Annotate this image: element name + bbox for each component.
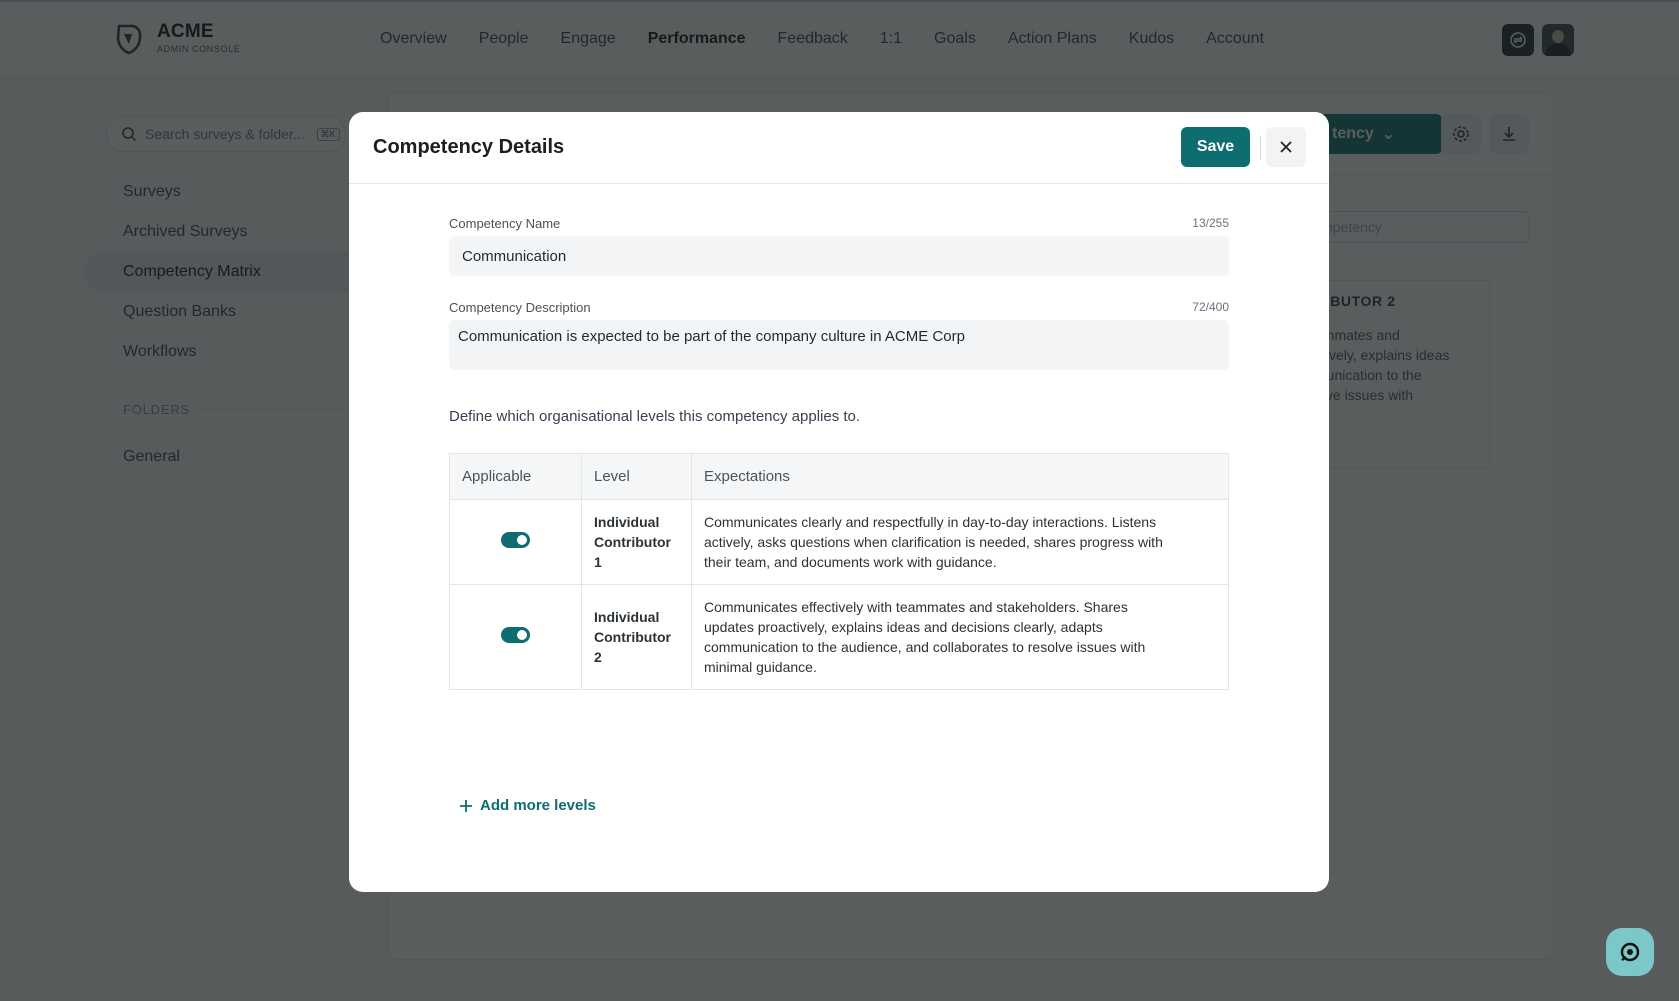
add-more-levels-button[interactable] <box>459 797 596 814</box>
competency-name-input[interactable]: Communication <box>449 236 1229 276</box>
plus-icon <box>459 799 473 813</box>
competency-description-label: Competency Description <box>449 300 591 315</box>
header-divider <box>1260 136 1261 160</box>
modal-header <box>349 112 1329 184</box>
chat-button[interactable] <box>1606 928 1654 976</box>
close-button[interactable] <box>1266 127 1306 167</box>
add-more-levels-label: Add more levels <box>480 797 596 814</box>
competency-name-count: 13/255 <box>1192 216 1229 230</box>
header-level: Level <box>582 454 692 500</box>
table-row <box>450 500 1229 585</box>
levels-help-text: Define which organisational levels this competency applies to. <box>449 408 861 425</box>
competency-description-count: 72/400 <box>1192 300 1229 314</box>
applicable-cell <box>450 500 582 585</box>
modal-title: Competency Details <box>373 136 565 158</box>
competency-name-label: Competency Name <box>449 216 561 231</box>
level-cell: Individual Contributor 2 <box>582 585 692 690</box>
applicable-toggle[interactable] <box>501 532 530 548</box>
expectations-cell[interactable]: Communicates effectively with teammates and stakeholders. Shares updates proactively, explains ideas and decisions clearly, adapts communication to the audience, and collaborates to resolve issues with minimal guidance. <box>692 585 1229 690</box>
applicable-cell <box>450 585 582 690</box>
level-cell: Individual Contributor 1 <box>582 500 692 585</box>
save-button[interactable]: Save <box>1181 127 1250 167</box>
table-header-row <box>450 454 1229 500</box>
header-expectations: Expectations <box>692 454 1229 500</box>
table-row <box>450 585 1229 690</box>
applicable-toggle[interactable] <box>501 627 530 643</box>
close-icon <box>1279 140 1293 154</box>
competency-details-modal <box>349 112 1329 892</box>
chat-icon <box>1618 940 1642 964</box>
levels-table <box>449 453 1229 690</box>
expectations-cell[interactable]: Communicates clearly and respectfully in day-to-day interactions. Listens actively, asks questions when clarification is needed, shares progress with their team, and documents work with guidance. <box>692 500 1229 585</box>
competency-description-input[interactable]: Communication is expected to be part of the company culture in ACME Corp <box>449 320 1229 370</box>
header-applicable: Applicable <box>450 454 582 500</box>
